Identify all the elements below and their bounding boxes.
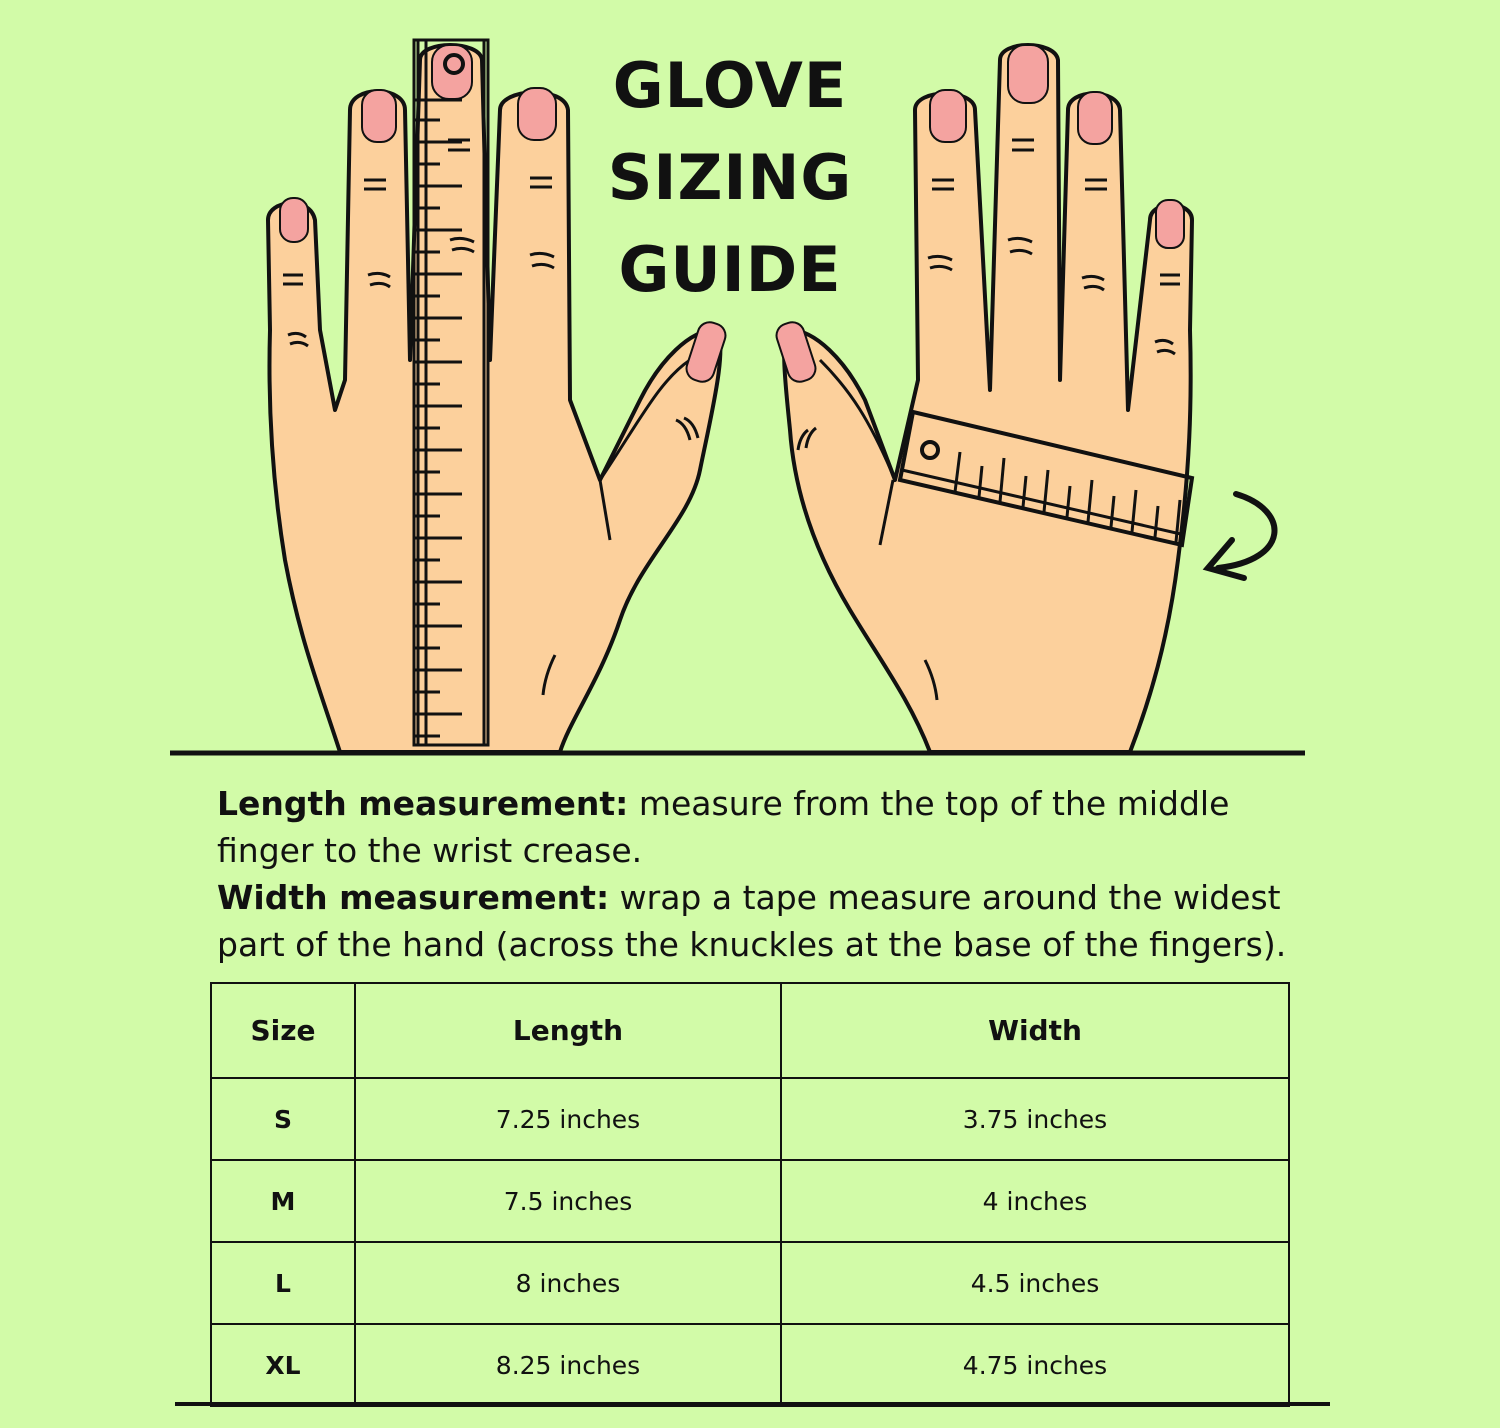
header-length: Length (355, 983, 781, 1078)
header-size: Size (211, 983, 355, 1078)
width-cell: 4.5 inches (781, 1242, 1289, 1324)
size-cell: L (211, 1242, 355, 1324)
width-text: wrap a tape measure around the widest part of the hand (across the knuckles at the base of the fingers). (217, 878, 1287, 964)
size-cell: M (211, 1160, 355, 1242)
width-instruction (217, 874, 1307, 968)
length-text: measure from the top of the middle finger to the wrist crease. (217, 784, 1230, 870)
width-cell: 4 inches (781, 1160, 1289, 1242)
length-label: Length measurement: (217, 784, 629, 823)
page-title (590, 40, 870, 316)
width-label: Width measurement: (217, 878, 610, 917)
table-row (211, 1324, 1289, 1406)
length-cell: 8 inches (355, 1242, 781, 1324)
size-cell: S (211, 1078, 355, 1160)
bottom-divider (175, 1402, 1330, 1406)
width-cell: 3.75 inches (781, 1078, 1289, 1160)
curved-arrow-icon (1208, 494, 1274, 578)
table-row (211, 1078, 1289, 1160)
title-line-3: GUIDE (618, 233, 842, 306)
table-row (211, 1160, 1289, 1242)
length-cell: 7.5 inches (355, 1160, 781, 1242)
size-table (210, 982, 1290, 1407)
length-cell: 7.25 inches (355, 1078, 781, 1160)
length-cell: 8.25 inches (355, 1324, 781, 1406)
measurement-instructions (217, 780, 1307, 968)
title-line-1: GLOVE (612, 49, 848, 122)
table-row (211, 1242, 1289, 1324)
header-width: Width (781, 983, 1289, 1078)
length-instruction (217, 780, 1307, 874)
size-cell: XL (211, 1324, 355, 1406)
title-line-2: SIZING (607, 141, 853, 214)
width-cell: 4.75 inches (781, 1324, 1289, 1406)
table-header-row (211, 983, 1289, 1078)
